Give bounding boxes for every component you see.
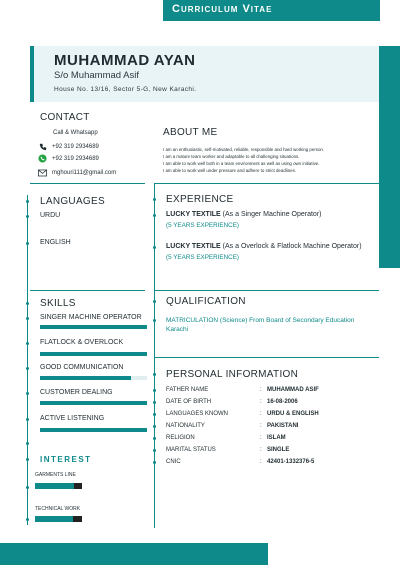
experience-title-2 bbox=[166, 243, 362, 250]
personal-row bbox=[166, 447, 378, 453]
interest-label: GARMENTS LINE bbox=[35, 472, 76, 478]
experience-company: LUCKY TEXTILE bbox=[166, 211, 221, 218]
colon: : bbox=[260, 447, 262, 453]
email-line bbox=[38, 168, 116, 177]
bullet bbox=[26, 242, 29, 245]
personal-value: SINGLE bbox=[267, 447, 290, 453]
about-line: I am able to work well under pressure and adhere to strict deadlines. bbox=[163, 168, 297, 173]
interest-heading: INTEREST bbox=[40, 455, 92, 464]
personal-value: ISLAM bbox=[267, 435, 286, 441]
colon: : bbox=[260, 435, 262, 441]
personal-row bbox=[166, 399, 378, 405]
bullet bbox=[26, 215, 29, 218]
bullet bbox=[26, 200, 29, 203]
personal-key: RELIGION bbox=[166, 435, 195, 441]
interest-bar-fill bbox=[35, 483, 74, 489]
email-address[interactable]: mghouri111@gmail.com bbox=[52, 169, 117, 176]
bullet bbox=[153, 246, 156, 249]
skill-bar-fill bbox=[40, 401, 147, 405]
personal-key: NATIONALITY bbox=[166, 423, 205, 429]
qualification-heading: QUALIFICATION bbox=[166, 296, 246, 307]
skill-label: FLATLOCK & OVERLOCK bbox=[40, 339, 124, 346]
bullet bbox=[26, 458, 29, 461]
skill-bar bbox=[40, 428, 147, 432]
colon: : bbox=[260, 423, 262, 429]
personal-heading: PERSONAL INFORMATION bbox=[166, 369, 299, 380]
skill-bar-fill bbox=[40, 376, 131, 380]
bullet bbox=[26, 486, 29, 489]
divider bbox=[155, 290, 379, 291]
contact-heading: CONTACT bbox=[40, 112, 90, 123]
personal-row bbox=[166, 459, 378, 465]
experience-years-2: (5 YEARS EXPERIENCE) bbox=[166, 254, 240, 261]
personal-key: MARITAL STATUS bbox=[166, 447, 216, 453]
interest-bar-fill bbox=[35, 516, 73, 522]
bullet bbox=[26, 392, 29, 395]
personal-key: CNIC bbox=[166, 459, 181, 465]
personal-row bbox=[166, 411, 378, 417]
skill-bar bbox=[40, 325, 147, 329]
skill-label: SINGER MACHINE OPERATOR bbox=[40, 314, 142, 321]
bullet bbox=[153, 413, 156, 416]
bullet bbox=[153, 389, 156, 392]
bullet bbox=[153, 449, 156, 452]
bullet bbox=[26, 317, 29, 320]
colon: : bbox=[260, 459, 262, 465]
phone-line-2 bbox=[38, 154, 99, 163]
bullet bbox=[26, 367, 29, 370]
skill-label: GOOD COMMUNICATION bbox=[40, 364, 124, 371]
bullet bbox=[26, 442, 29, 445]
bullet bbox=[26, 342, 29, 345]
personal-value: URDU & ENGLISH bbox=[267, 411, 319, 417]
skill-bar-fill bbox=[40, 428, 147, 432]
experience-role: (As a Singer Machine Operator) bbox=[220, 211, 322, 218]
skill-bar bbox=[40, 401, 147, 405]
bullet bbox=[26, 302, 29, 305]
call-label bbox=[53, 130, 98, 136]
skill-bar-fill bbox=[40, 352, 147, 356]
personal-value: 42401-1332376-5 bbox=[267, 459, 315, 465]
phone-number-1: +92 319 2934689 bbox=[52, 143, 99, 150]
personal-key: FATHER NAME bbox=[166, 387, 209, 393]
divider bbox=[155, 357, 379, 358]
bullet bbox=[153, 425, 156, 428]
personal-value: 16-08-2006 bbox=[267, 399, 298, 405]
bullet bbox=[153, 214, 156, 217]
qualification-text: MATRICULATION (Science) From Board of Secondary Education Karachi bbox=[166, 317, 355, 333]
personal-key: DATE OF BIRTH bbox=[166, 399, 212, 405]
phone-number-2: +92 319 2934689 bbox=[52, 155, 99, 162]
skill-bar bbox=[40, 376, 147, 380]
language-item: ENGLISH bbox=[40, 239, 71, 246]
personal-value: MUHAMMAD ASIF bbox=[267, 387, 319, 393]
bullet bbox=[153, 319, 156, 322]
center-vertical-line bbox=[154, 183, 155, 528]
bottom-accent-bar bbox=[0, 543, 268, 565]
skill-label: CUSTOMER DEALING bbox=[40, 389, 113, 396]
interest-bar bbox=[35, 516, 82, 522]
bullet bbox=[153, 401, 156, 404]
divider bbox=[30, 183, 145, 184]
bullet bbox=[26, 418, 29, 421]
experience-title-1 bbox=[166, 211, 321, 218]
experience-heading: EXPERIENCE bbox=[166, 194, 234, 205]
experience-company: LUCKY TEXTILE bbox=[166, 243, 221, 250]
father-line: S/o Muhammad Asif bbox=[54, 70, 140, 81]
about-heading: ABOUT ME bbox=[163, 127, 218, 138]
about-line: I am able to work well both in a team environment as well as using own initiative. bbox=[163, 161, 320, 166]
personal-key: LANGUAGES KNOWN bbox=[166, 411, 229, 417]
bullet bbox=[153, 461, 156, 464]
personal-row bbox=[166, 435, 378, 441]
personal-row bbox=[166, 423, 378, 429]
about-text bbox=[163, 146, 378, 174]
personal-value: PAKISTANI bbox=[267, 423, 299, 429]
bullet bbox=[153, 300, 156, 303]
bullet bbox=[153, 198, 156, 201]
bullet bbox=[26, 518, 29, 521]
envelope-icon bbox=[38, 168, 47, 177]
phone-icon bbox=[38, 142, 47, 151]
interest-bar bbox=[35, 483, 82, 489]
about-line: I am a mature team worker and adaptable to all challenging situations. bbox=[163, 154, 300, 159]
call-label-text: Call & Whatsapp bbox=[53, 130, 98, 136]
skill-bar bbox=[40, 352, 147, 356]
experience-role: (As a Overlock & Flatlock Machine Operator) bbox=[220, 243, 362, 250]
header-accent bbox=[30, 46, 34, 102]
experience-years-1: (5 YEARS EXPERIENCE) bbox=[166, 222, 240, 229]
header-box bbox=[30, 46, 379, 102]
bullet bbox=[153, 373, 156, 376]
address-line: House No. 13/16, Sector 5-G, New Karachi. bbox=[54, 86, 197, 93]
languages-heading: LANGUAGES bbox=[40, 196, 105, 207]
about-line: I am an enthusiastic, self-motivated, reliable, responsible and hard working person. bbox=[163, 147, 325, 152]
colon: : bbox=[260, 399, 262, 405]
candidate-name: MUHAMMAD AYAN bbox=[54, 52, 196, 69]
language-item: URDU bbox=[40, 212, 61, 219]
side-accent-bar bbox=[379, 46, 400, 268]
colon: : bbox=[260, 387, 262, 393]
skill-label: ACTIVE LISTENING bbox=[40, 415, 105, 422]
colon: : bbox=[260, 411, 262, 417]
skill-bar-fill bbox=[40, 325, 147, 329]
personal-row bbox=[166, 387, 378, 393]
divider bbox=[30, 290, 145, 291]
bullet bbox=[153, 437, 156, 440]
phone-line-1 bbox=[38, 142, 99, 151]
interest-label: TECHNICAL WORK bbox=[35, 506, 81, 512]
skills-heading: SKILLS bbox=[40, 298, 76, 309]
document-title: Curriculum Vitae bbox=[172, 3, 273, 15]
divider bbox=[155, 183, 379, 184]
whatsapp-icon bbox=[38, 154, 47, 163]
